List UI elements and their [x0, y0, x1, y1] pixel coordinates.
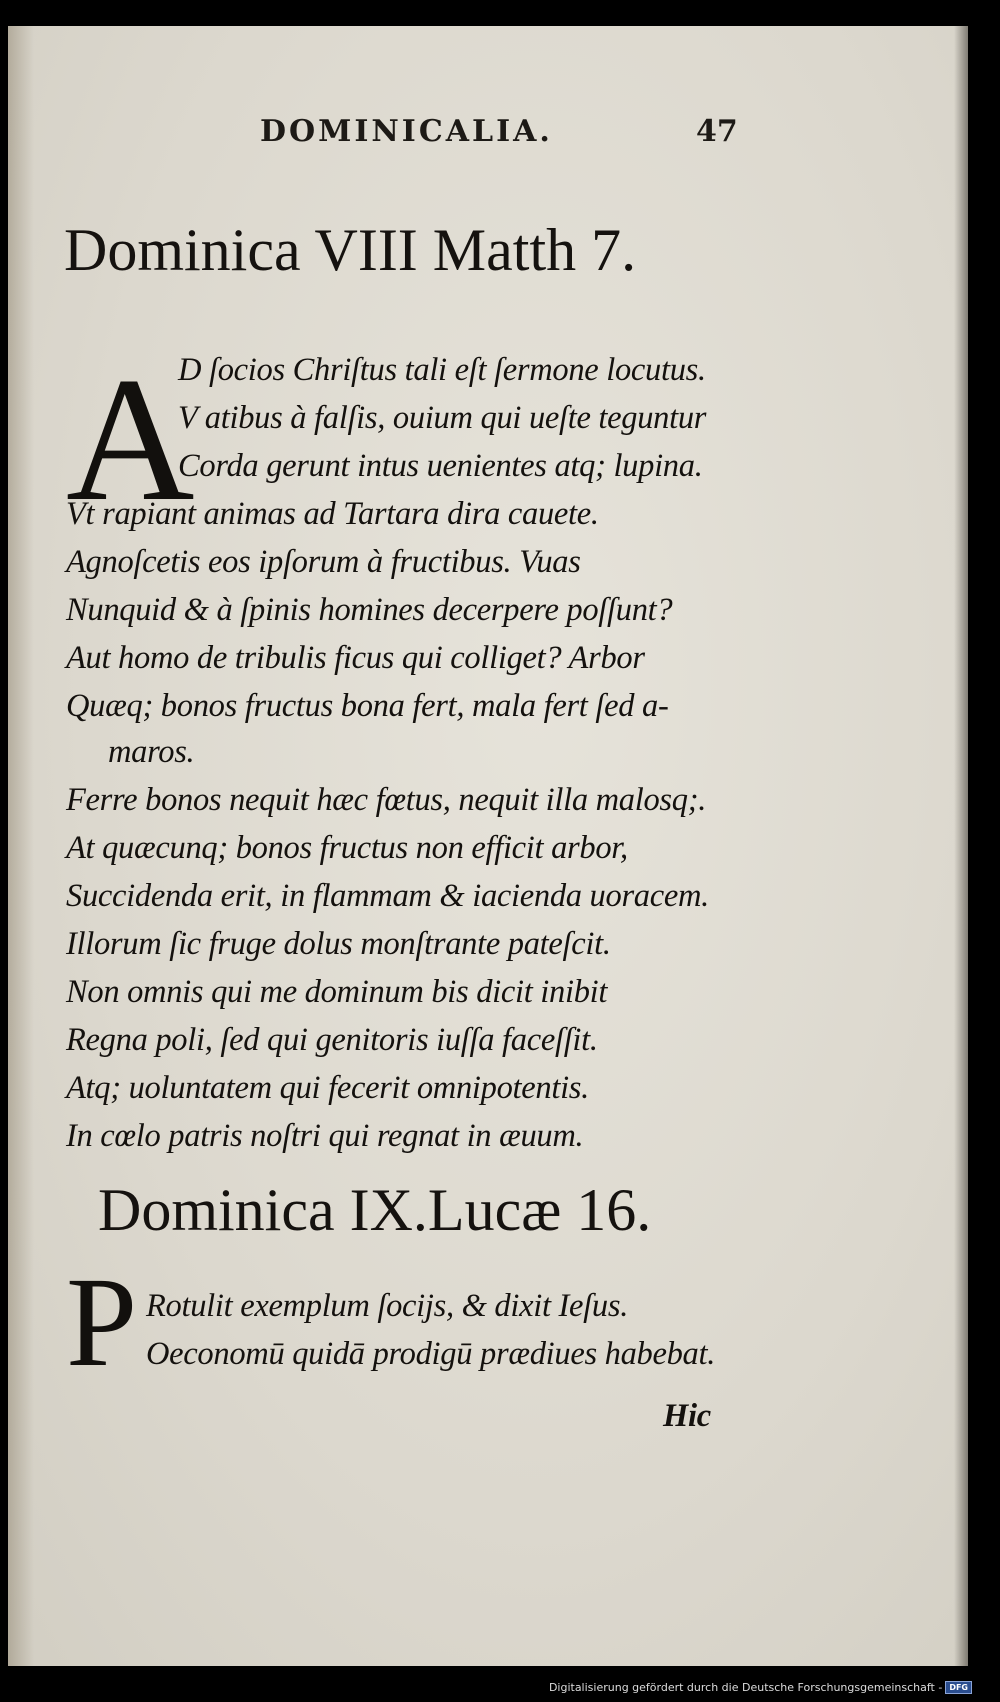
verse-line: Nunquid & à ſpinis homines decerpere poſſunt?: [66, 592, 673, 628]
verse-line: Vt rapiant animas ad Tartara dira cauete.: [66, 496, 599, 532]
verse-line-continuation: maros.: [108, 734, 195, 770]
digitization-credit: [549, 1681, 972, 1694]
book-page: [8, 26, 968, 1666]
verse-line: Agnoſcetis eos ipſorum à fructibus. Vuas: [66, 544, 581, 580]
section-title-dominica-viii: Dominica VIII Matth 7.: [64, 217, 637, 283]
drop-cap-a: A: [66, 340, 195, 538]
verse-line: Aut homo de tribulis ficus qui colliget? Arbor: [66, 640, 645, 676]
verse-line: Non omnis qui me dominum bis dicit inibit: [66, 974, 608, 1010]
digitization-credit-text: Digitalisierung gefördert durch die Deutsche Forschungsgemeinschaft -: [548, 1681, 943, 1694]
verse-line: Rotulit exemplum ſocijs, & dixit Ieſus.: [146, 1288, 629, 1324]
verse-line: Oeconomū quidā prodigū prædiues habebat.: [146, 1336, 716, 1372]
running-head: DOMINICALIA.: [260, 114, 553, 149]
verse-line: Atq; uoluntatem qui fecerit omnipotentis.: [66, 1070, 589, 1106]
verse-line: At quæcunq; bonos fructus non efficit arbor,: [66, 830, 628, 866]
verse-line: D ſocios Chriſtus tali eſt ſermone locutus.: [178, 352, 706, 388]
verse-line: Illorum ſic fruge dolus monſtrante pateſcit.: [66, 926, 611, 962]
verse-line: Quæq; bonos fructus bona fert, mala fert ſed a-: [66, 688, 669, 724]
catchword: Hic: [663, 1398, 711, 1434]
verse-line: Succidenda erit, in flammam & iacienda uoracem.: [66, 878, 709, 914]
verse-line: Regna poli, ſed qui genitoris iuſſa faceſſit.: [66, 1022, 598, 1058]
section-title-dominica-ix: Dominica IX.Lucæ 16.: [98, 1177, 652, 1243]
verse-line: Ferre bonos nequit hæc fœtus, nequit illa malosq;.: [66, 782, 707, 818]
drop-cap-p: P: [66, 1251, 138, 1393]
page-number: 47: [696, 114, 738, 149]
verse-line: Corda gerunt intus uenientes atq; lupina.: [178, 448, 703, 484]
verse-line: In cœlo patris noſtri qui regnat in æuum.: [66, 1118, 584, 1154]
dfg-logo-icon: DFG: [945, 1681, 972, 1694]
verse-line: V atibus à falſis, ouium qui ueſte teguntur: [178, 400, 707, 436]
